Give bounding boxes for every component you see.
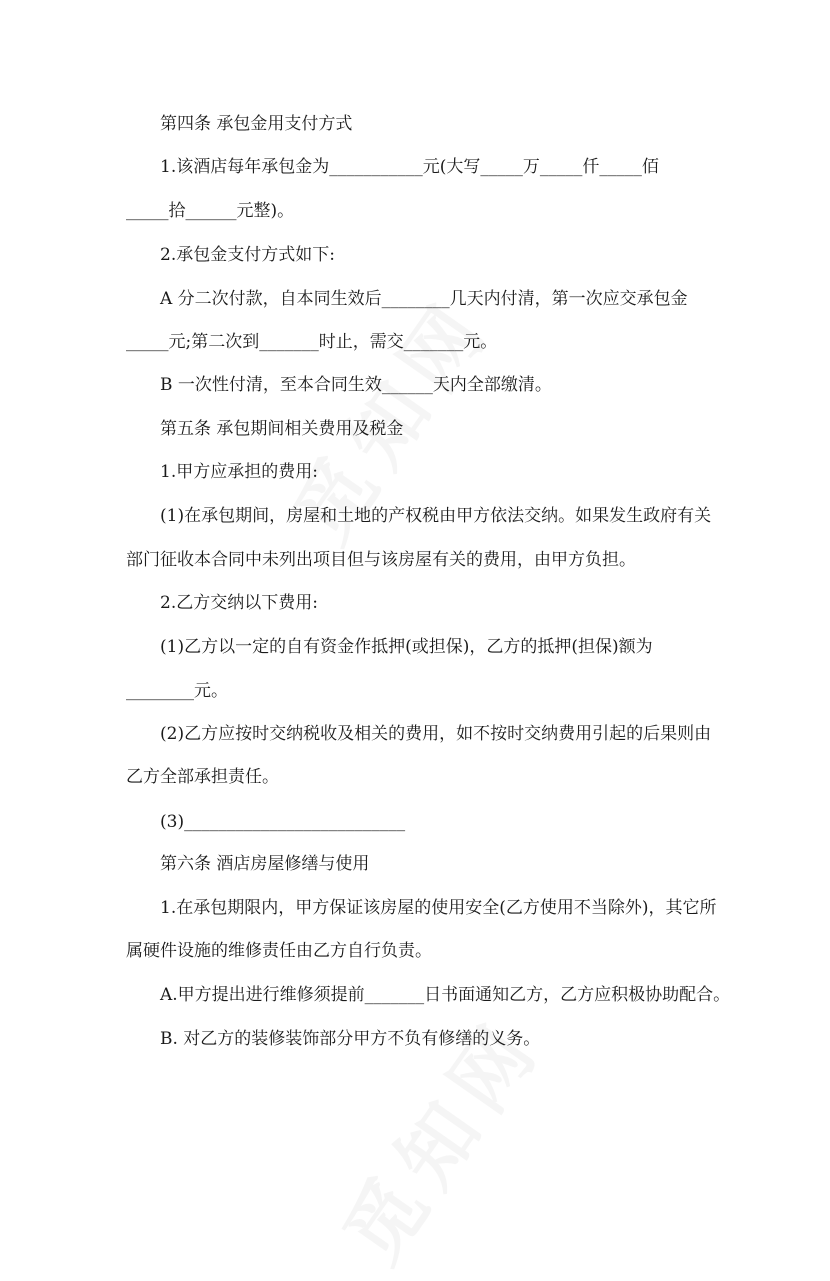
paragraph-line: (1)乙方以一定的自有资金作抵押(或担保)，乙方的抵押(担保)额为 <box>160 637 653 657</box>
paragraph-line: 1.该酒店每年承包金为___________元(大写_____万_____仟_____佰 <box>160 157 659 177</box>
paragraph-line: (2)乙方应按时交纳税收及相关的费用，如不按时交纳费用引起的后果则由 <box>160 724 712 744</box>
article-4-heading: 第四条 承包金用支付方式 <box>160 114 353 134</box>
paragraph-line: 部门征收本合同中未列出项目但与该房屋有关的费用，由甲方负担。 <box>126 550 636 570</box>
paragraph-line: ________元。 <box>126 681 228 701</box>
article-5-heading: 第五条 承包期间相关费用及税金 <box>160 419 404 439</box>
paragraph-line: 1.甲方应承担的费用: <box>160 462 318 482</box>
paragraph-line: (3)__________________________ <box>160 812 406 832</box>
paragraph-line: 2.乙方交纳以下费用: <box>160 593 318 613</box>
paragraph-line: A 分二次付款，自本同生效后________几天内付清，第一次应交承包金 <box>160 289 688 309</box>
paragraph-line: B. 对乙方的装修装饰部分甲方不负有修缮的义务。 <box>160 1029 541 1049</box>
paragraph-line: 属硬件设施的维修责任由乙方自行负责。 <box>126 941 432 961</box>
paragraph-line: 1.在承包期限内，甲方保证该房屋的使用安全(乙方使用不当除外)，其它所 <box>160 898 717 918</box>
paragraph-line: A.甲方提出进行维修须提前_______日书面通知乙方，乙方应积极协助配合。 <box>160 985 731 1005</box>
paragraph-line: B 一次性付清，至本合同生效______天内全部缴清。 <box>160 375 552 395</box>
paragraph-line: _____拾______元整)。 <box>126 201 295 221</box>
article-6-heading: 第六条 酒店房屋修缮与使用 <box>160 854 370 874</box>
paragraph-line: 2.承包金支付方式如下: <box>160 245 335 265</box>
paragraph-line: 乙方全部承担责任。 <box>126 767 279 787</box>
paragraph-line: (1)在承包期间，房屋和土地的产权税由甲方依法交纳。如果发生政府有关 <box>160 506 712 526</box>
paragraph-line: _____元;第二次到_______时止，需交_______元。 <box>126 332 498 352</box>
